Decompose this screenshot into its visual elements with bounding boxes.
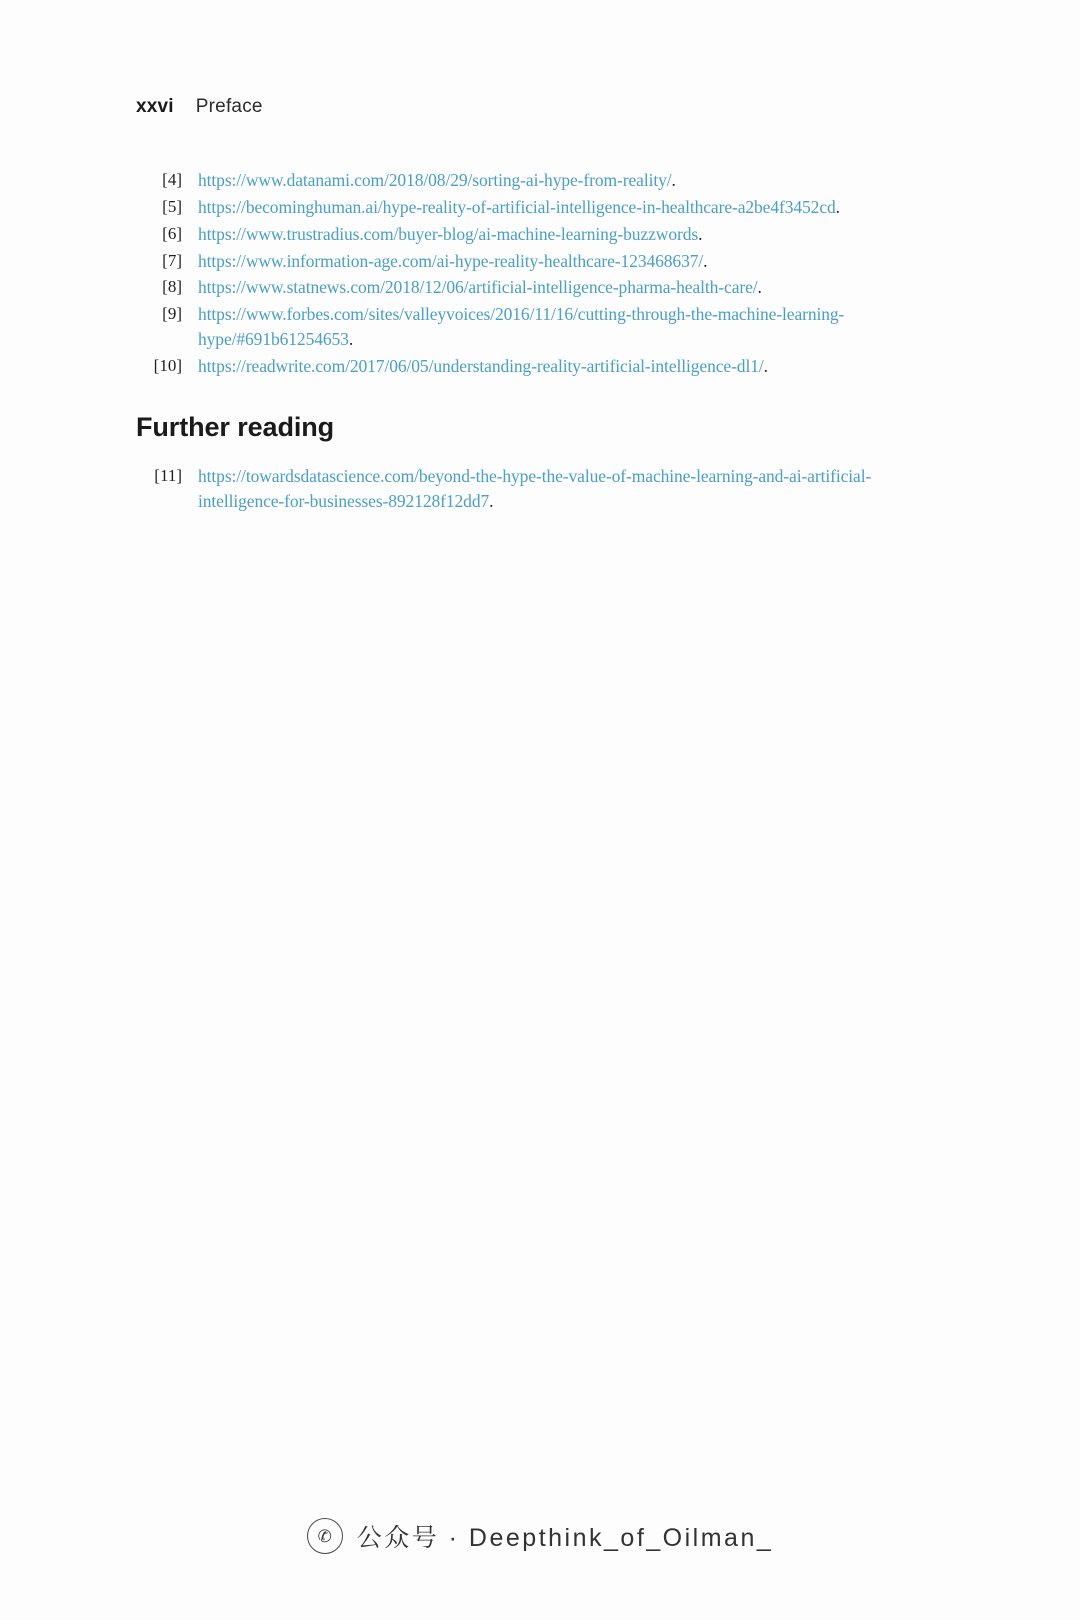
wechat-glyph: ✆ xyxy=(317,1526,332,1546)
page-folio: xxvi xyxy=(136,96,174,117)
reference-link[interactable] xyxy=(182,464,946,514)
reference-number: [11] xyxy=(154,466,182,485)
reference-trailing-punctuation: . xyxy=(763,355,768,376)
watermark-text: 公众号 · Deepthink_of_Oilman_ xyxy=(356,1524,774,1552)
reference-list xyxy=(136,168,936,381)
list-item xyxy=(136,464,946,514)
reference-link[interactable] xyxy=(182,195,840,220)
list-item xyxy=(136,275,936,300)
reference-number: [10] xyxy=(153,355,182,375)
reference-trailing-punctuation: . xyxy=(348,329,354,350)
list-item xyxy=(136,195,936,220)
list-item xyxy=(136,249,936,274)
reference-link[interactable] xyxy=(182,354,768,379)
reference-url: https://www.datanami.com/2018/08/29/sorting-ai-hype-from-reality/ xyxy=(198,170,672,190)
running-header xyxy=(136,96,263,118)
reference-number: [4] xyxy=(162,170,182,189)
reference-link[interactable] xyxy=(182,249,707,274)
reference-url: https://www.statnews.com/2018/12/06/artificial-intelligence-pharma-health-care/ xyxy=(198,277,758,298)
list-item xyxy=(136,354,936,379)
reference-trailing-punctuation: . xyxy=(757,277,762,298)
reference-trailing-punctuation: . xyxy=(835,196,840,217)
reference-trailing-punctuation: . xyxy=(489,490,494,511)
reference-url: https://readwrite.com/2017/06/05/understanding-reality-artificial-intelligence-dl1/ xyxy=(198,355,764,376)
reference-url: https://towardsdatascience.com/beyond-the-hype-the-value-of-machine-learning-and-ai-artificial-intelligence-for-businesses-892128f12dd7 xyxy=(198,466,872,511)
reference-url: https://becominghuman.ai/hype-reality-of-artificial-intelligence-in-healthcare-a2be4f3452cd xyxy=(198,196,836,217)
list-item xyxy=(136,222,936,247)
reference-trailing-punctuation: . xyxy=(703,250,708,271)
reference-link[interactable] xyxy=(182,302,936,352)
reference-url: https://www.forbes.com/sites/valleyvoices/2016/11/16/cutting-through-the-machine-learning-hype/#691b61254653 xyxy=(198,304,845,350)
footer-watermark xyxy=(0,1518,1080,1554)
reference-number: [8] xyxy=(162,277,182,297)
reference-url: https://www.trustradius.com/buyer-blog/ai-machine-learning-buzzwords xyxy=(198,223,699,244)
list-item xyxy=(136,168,936,193)
section-heading: Further reading xyxy=(136,412,335,442)
reference-number: [6] xyxy=(162,223,182,243)
wechat-icon xyxy=(307,1518,343,1554)
reference-url: https://www.information-age.com/ai-hype-reality-healthcare-123468637/ xyxy=(198,250,704,271)
reference-number: [9] xyxy=(162,304,182,324)
reference-link[interactable] xyxy=(182,222,702,247)
list-item xyxy=(136,302,936,352)
reference-trailing-punctuation: . xyxy=(671,170,676,190)
reference-number: [5] xyxy=(162,196,182,216)
further-reading-list xyxy=(136,464,946,516)
reference-link[interactable] xyxy=(182,168,676,193)
page-title: Preface xyxy=(195,96,263,117)
reference-number: [7] xyxy=(162,250,182,270)
reference-link[interactable] xyxy=(182,275,762,300)
reference-trailing-punctuation: . xyxy=(698,223,703,244)
